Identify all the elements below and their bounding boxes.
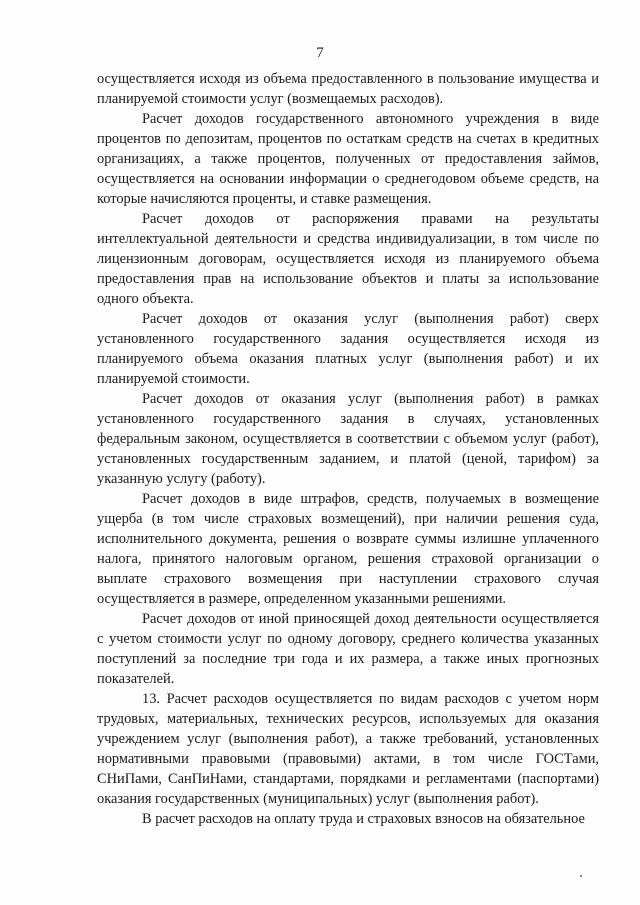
paragraph-intellectual-property-income: Расчет доходов от распоряжения правами на результаты интеллектуальной деятельности и средства индивидуализации, в том числе по лицензионным договорам, осуществляется исходя из планируемого объема предоставления прав на использование объектов и платы за использование одного объекта. xyxy=(97,211,599,307)
document-body xyxy=(97,69,599,829)
paragraph-interest-income: Расчет доходов государственного автономного учреждения в виде процентов по депозитам, процентов по остаткам средств на счетах в кредитных организациях, а также процентов, полученных от предоставления займов, осуществляется на основании информации о среднегодовом объеме средств, на которые начисляются проценты, и ставке размещения. xyxy=(97,111,599,207)
paragraph-continuation: осуществляется исходя из объема предоставленного в пользование имущества и планируемой стоимости услуг (возмещаемых расходов). xyxy=(97,71,599,107)
page-number: 7 xyxy=(316,45,324,61)
paragraph-labor-costs: В расчет расходов на оплату труда и страховых взносов на обязательное xyxy=(142,811,585,827)
scan-artifact xyxy=(580,875,582,877)
paragraph-services-within-assignment: Расчет доходов от оказания услуг (выполнения работ) в рамках установленного государственного задания в случаях, установленных федеральным законом, осуществляется в соответствии с объемом услуг (работ), установленных государственным заданием, и платой (ценой, тарифом) за указанную услугу (работу). xyxy=(97,391,599,487)
paragraph-services-above-assignment: Расчет доходов от оказания услуг (выполнения работ) сверх установленного государственного задания осуществляется исходя из планируемого объема оказания платных услуг (выполнения работ) и их планируемой стоимости. xyxy=(97,311,599,387)
paragraph-other-income: Расчет доходов от иной приносящей доход деятельности осуществляется с учетом стоимости услуг по одному договору, среднего количества указанных поступлений за последние три года и их размера, а также иных прогнозных показателей. xyxy=(97,611,599,687)
paragraph-section-13-expenses: 13. Расчет расходов осуществляется по видам расходов с учетом норм трудовых, материальных, технических ресурсов, используемых для оказания учреждением услуг (выполнения работ), а также требований, установленных нормативными правовыми (правовыми) актами, в том числе ГОСТами, СНиПами, СанПиНами, стандартами, порядками и регламентами (паспортами) оказания государственных (муниципальных) услуг (выполнения работ). xyxy=(97,691,599,807)
paragraph-fines-income: Расчет доходов в виде штрафов, средств, получаемых в возмещение ущерба (в том числе страховых возмещений), при наличии решения суда, исполнительного документа, решения о возврате суммы излишне уплаченного налога, принятого налоговым органом, решения страховой организации о выплате страхового возмещения при наступлении страхового случая осуществляется в размере, определенном указанными решениями. xyxy=(97,491,599,607)
